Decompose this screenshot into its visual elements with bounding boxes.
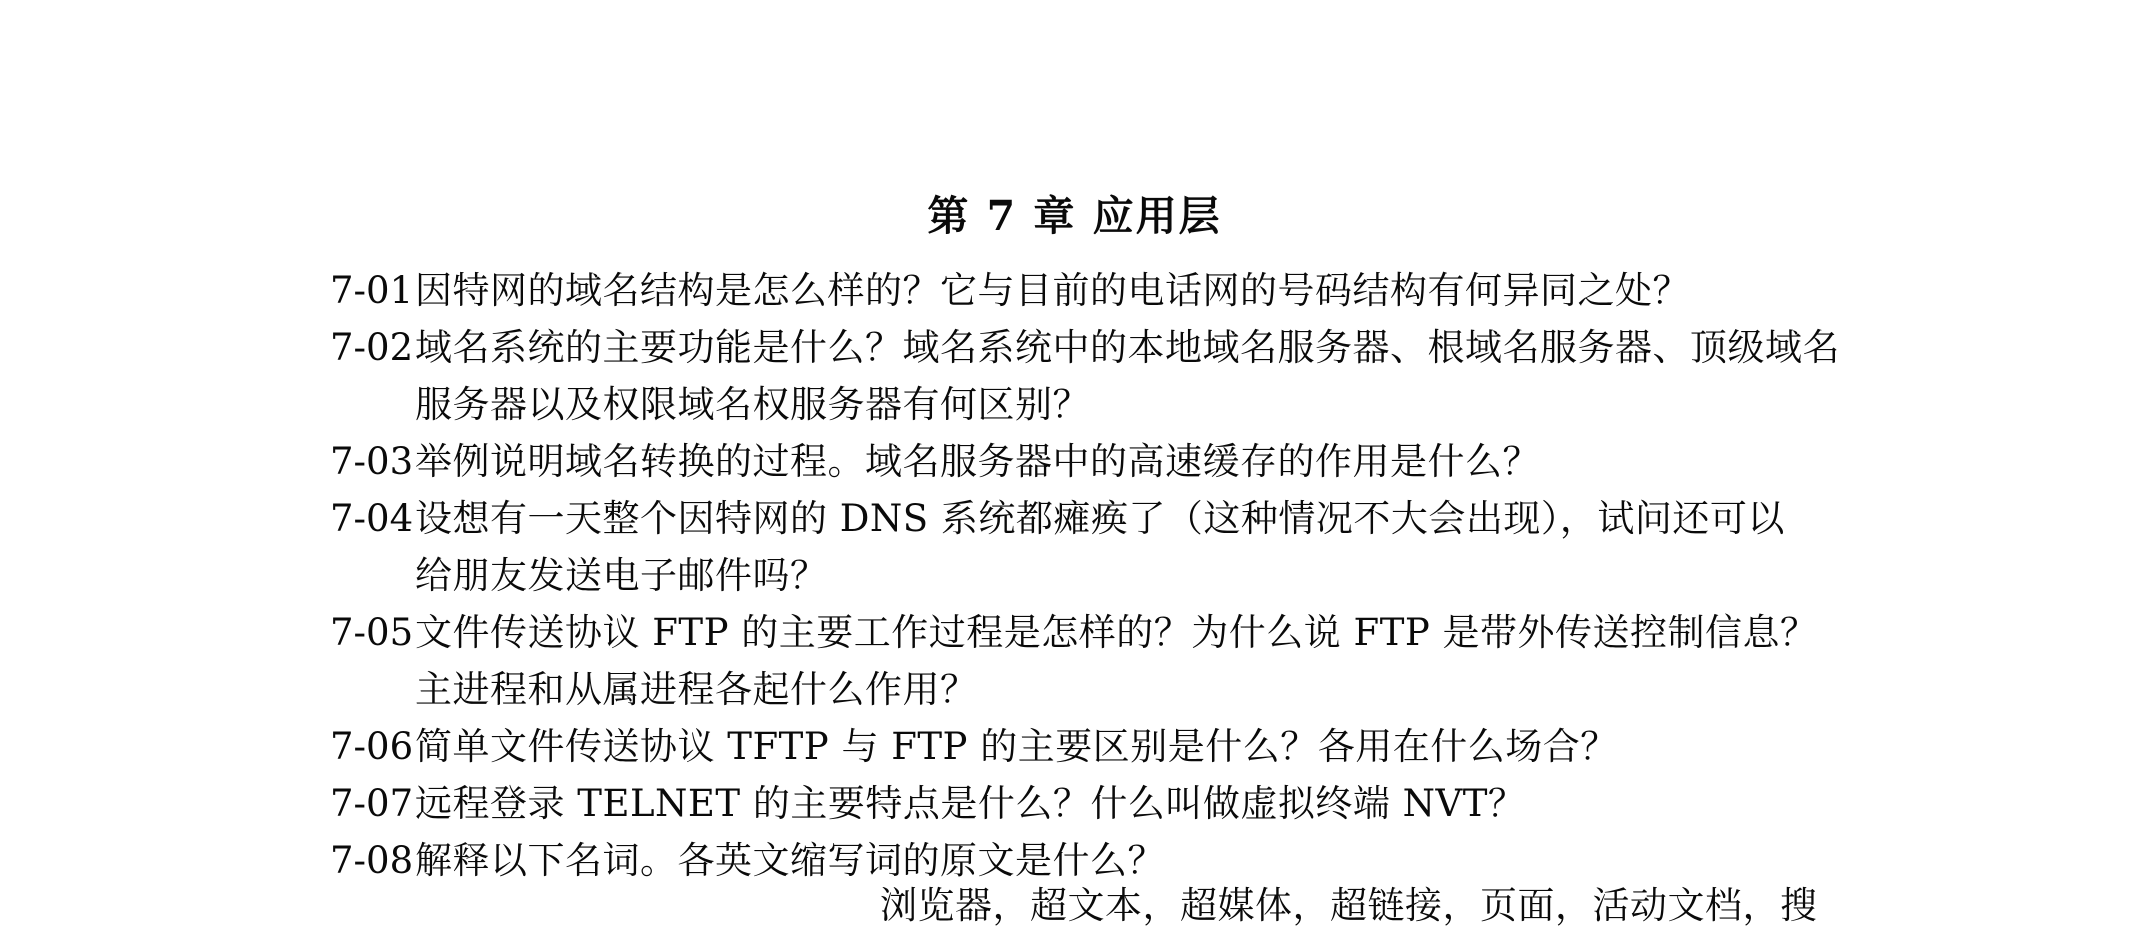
question-text: 解释以下名词。各英文缩写词的原文是什么？ — [415, 839, 1165, 882]
chapter-title: 第 7 章 应用层 — [927, 192, 1222, 240]
question-text: 因特网的域名结构是怎么样的？它与目前的电话网的号码结构有何异同之处？ — [415, 269, 1690, 312]
clipped-bottom-line: 浏览器，超文本，超媒体，超链接，页面，活动文档，搜 — [880, 884, 1818, 927]
question-text: 域名系统的主要功能是什么？域名系统中的本地域名服务器、根域名服务器、顶级域名 — [415, 326, 1840, 369]
question-number: 7-07 — [330, 782, 414, 825]
question-line — [330, 433, 1890, 490]
question-line — [330, 775, 1890, 832]
question-number: 7-01 — [330, 269, 414, 312]
question-text: 主进程和从属进程各起什么作用？ — [415, 668, 978, 711]
question-line — [330, 604, 1890, 661]
question-number: 7-03 — [330, 440, 414, 483]
question-line — [330, 319, 1890, 376]
question-text: 设想有一天整个因特网的 DNS 系统都瘫痪了（这种情况不大会出现），试问还可以 — [415, 497, 1785, 540]
question-number: 7-02 — [330, 326, 414, 369]
question-line — [330, 490, 1890, 547]
question-text: 文件传送协议 FTP 的主要工作过程是怎样的？为什么说 FTP 是带外传送控制信息？ — [415, 611, 1818, 654]
question-text: 给朋友发送电子邮件吗？ — [415, 554, 828, 597]
question-line — [330, 832, 1890, 889]
question-line — [330, 661, 1890, 718]
question-line — [330, 547, 1890, 604]
question-text: 简单文件传送协议 TFTP 与 FTP 的主要区别是什么？各用在什么场合？ — [415, 725, 1618, 768]
question-line — [330, 262, 1890, 319]
question-line — [330, 376, 1890, 433]
question-text: 远程登录 TELNET 的主要特点是什么？什么叫做虚拟终端 NVT？ — [415, 782, 1526, 825]
question-number: 7-05 — [330, 611, 414, 654]
question-line — [330, 718, 1890, 775]
question-text: 服务器以及权限域名权服务器有何区别？ — [415, 383, 1090, 426]
question-number: 7-04 — [330, 497, 414, 540]
question-list — [330, 262, 1890, 889]
question-number: 7-08 — [330, 839, 414, 882]
question-text: 举例说明域名转换的过程。域名服务器中的高速缓存的作用是什么？ — [415, 440, 1540, 483]
question-number: 7-06 — [330, 725, 414, 768]
